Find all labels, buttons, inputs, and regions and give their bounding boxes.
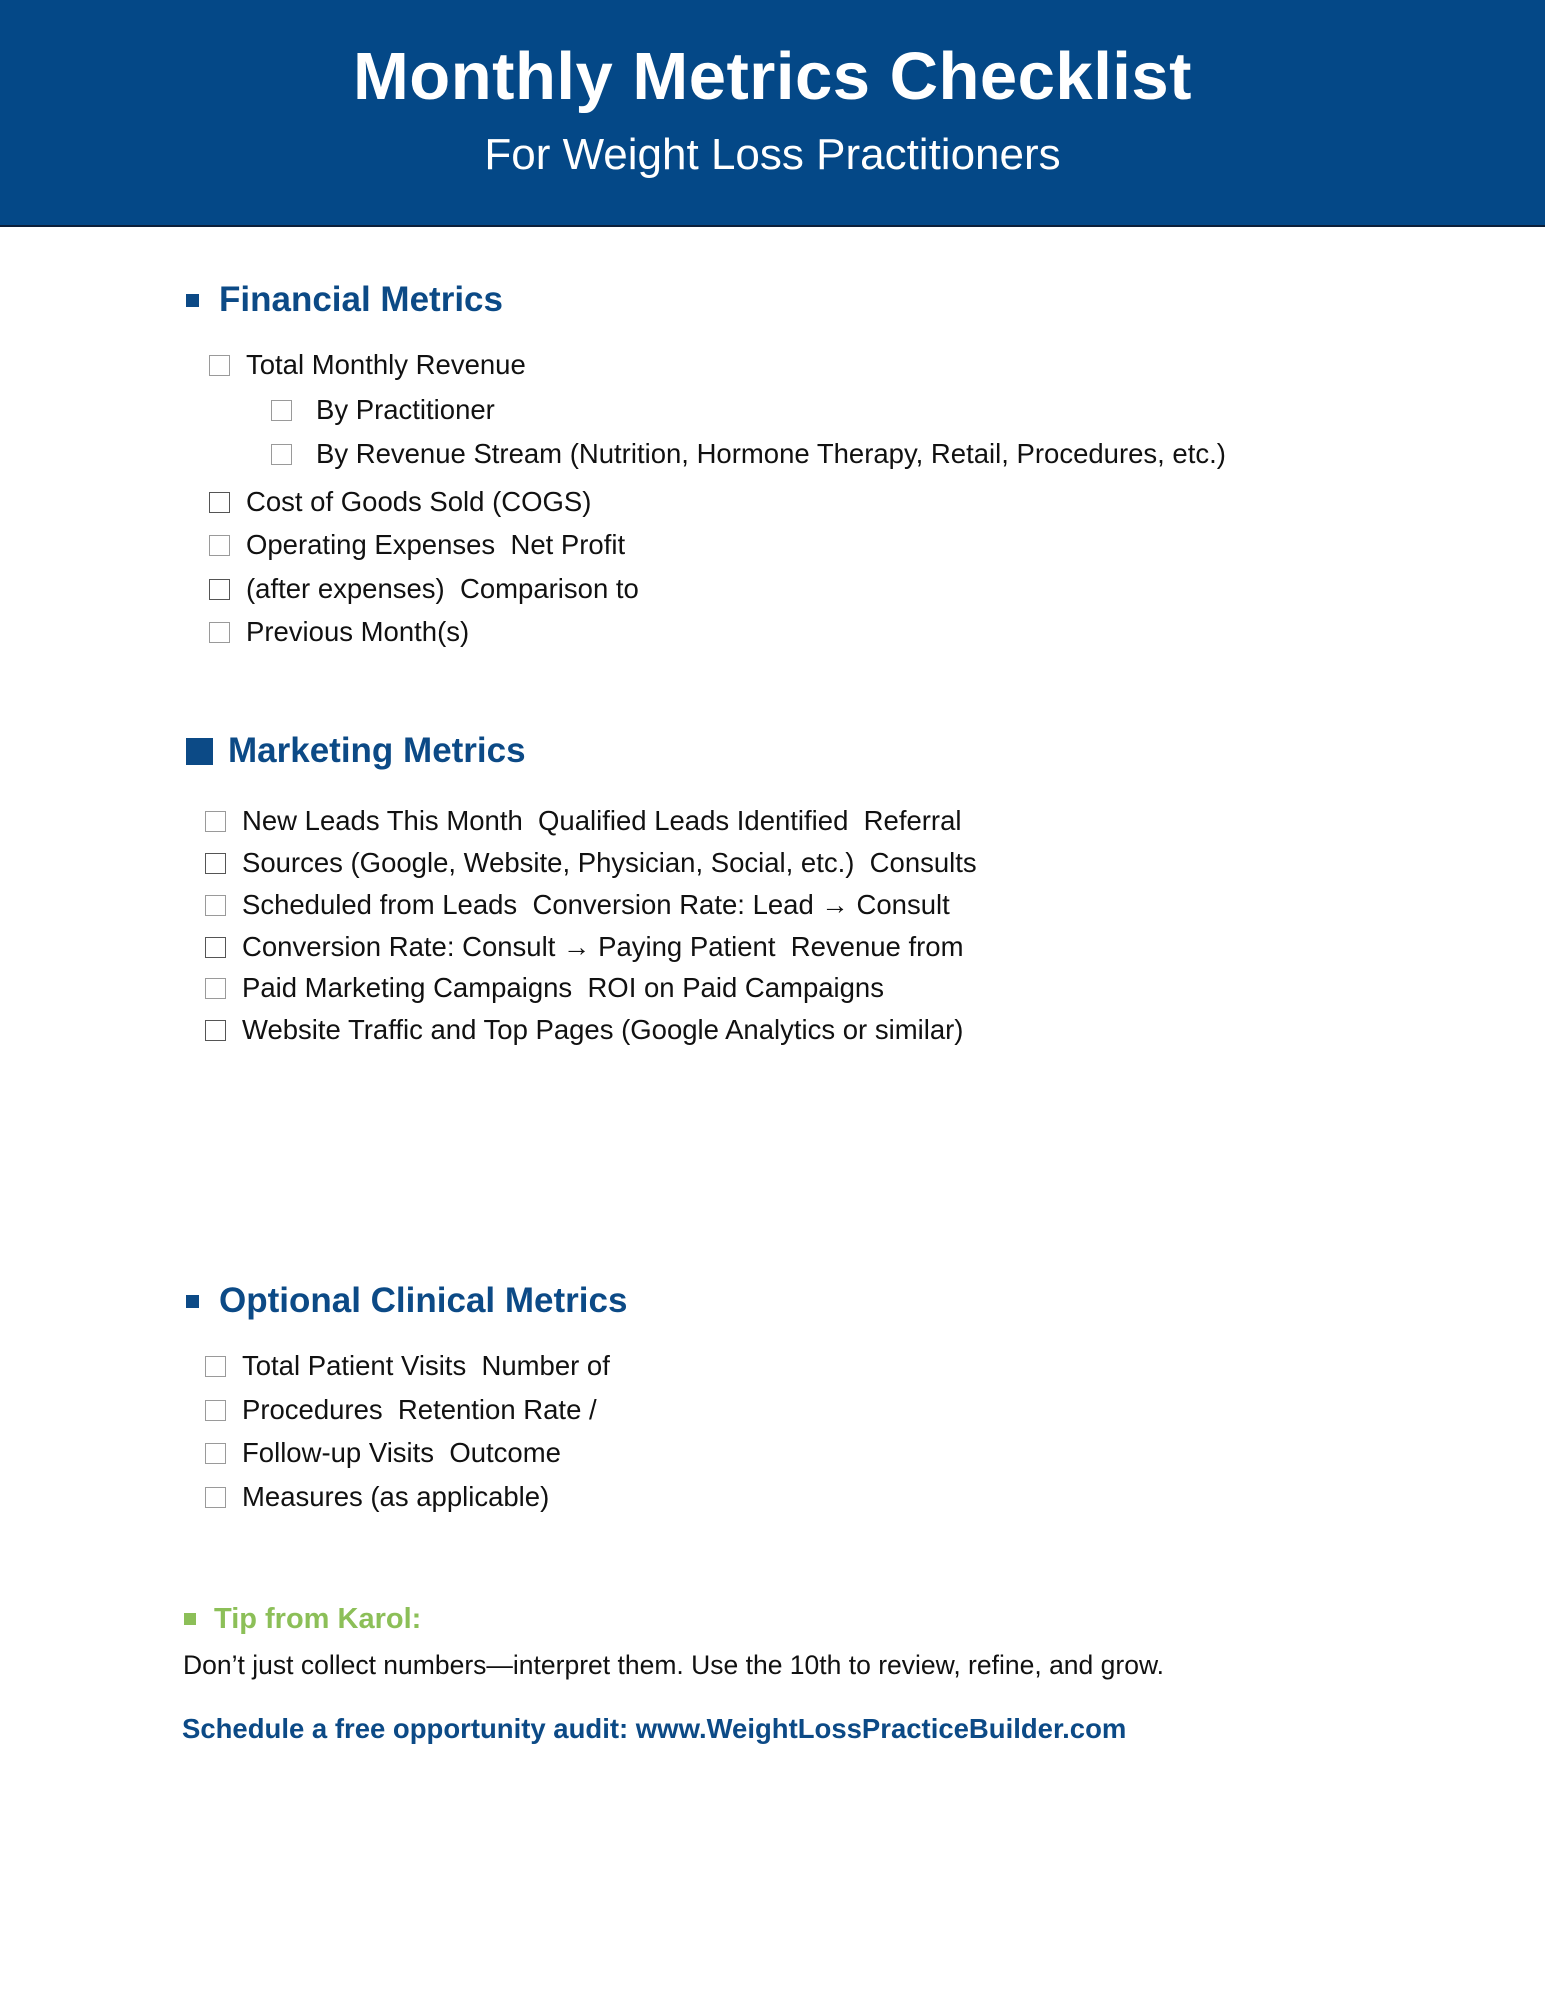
- checklist-item[interactable]: [209, 485, 591, 519]
- checklist-item[interactable]: [205, 1349, 610, 1383]
- page-title: Monthly Metrics Checklist: [352, 39, 1192, 114]
- checklist-item[interactable]: [205, 1436, 561, 1470]
- item-label: Scheduled from Leads Conversion Rate: Lead → Consult: [242, 889, 950, 920]
- checkbox[interactable]: [209, 535, 230, 556]
- item-label: Total Monthly Revenue: [246, 349, 526, 380]
- checklist-item[interactable]: [205, 1393, 597, 1427]
- header-banner: [0, 0, 1545, 227]
- checklist-item[interactable]: [209, 572, 639, 606]
- clinical-heading-text: Optional Clinical Metrics: [219, 1281, 628, 1320]
- item-label: Measures (as applicable): [242, 1481, 550, 1512]
- checkbox[interactable]: [205, 1487, 226, 1508]
- item-label: Sources (Google, Website, Physician, Social, etc.) Consults: [242, 847, 977, 878]
- checklist-item[interactable]: [205, 1013, 963, 1047]
- checkbox[interactable]: [205, 1400, 226, 1421]
- item-label: Follow-up Visits Outcome: [242, 1437, 561, 1468]
- checkbox[interactable]: [205, 853, 226, 874]
- marketing-heading-text: Marketing Metrics: [228, 731, 526, 770]
- square-bullet-icon: [186, 738, 213, 765]
- checkbox[interactable]: [271, 444, 292, 465]
- checkbox[interactable]: [209, 355, 230, 376]
- checklist-item[interactable]: [205, 1480, 549, 1514]
- tip-heading: [184, 1601, 421, 1637]
- checklist-item[interactable]: [205, 971, 884, 1005]
- financial-heading-text: Financial Metrics: [219, 280, 503, 319]
- checklist-item[interactable]: [209, 615, 469, 649]
- square-bullet-icon: [184, 1613, 196, 1625]
- checkbox[interactable]: [205, 1443, 226, 1464]
- clinical-section-heading: [186, 1279, 627, 1323]
- item-label: Cost of Goods Sold (COGS): [246, 486, 592, 517]
- checkbox[interactable]: [205, 978, 226, 999]
- marketing-section-heading: [186, 729, 526, 773]
- checkbox[interactable]: [209, 579, 230, 600]
- checkbox[interactable]: [205, 937, 226, 958]
- item-label: By Revenue Stream (Nutrition, Hormone Therapy, Retail, Procedures, etc.): [316, 438, 1226, 469]
- audit-cta-link[interactable]: Schedule a free opportunity audit: www.WeightLossPracticeBuilder.com: [182, 1713, 1127, 1744]
- item-label: Previous Month(s): [246, 616, 470, 647]
- item-label: Total Patient Visits Number of: [242, 1350, 610, 1381]
- checklist-item[interactable]: [205, 930, 963, 964]
- checklist-item[interactable]: [209, 528, 625, 562]
- checklist-item[interactable]: [209, 348, 526, 382]
- checklist-item[interactable]: [205, 846, 977, 880]
- checkbox[interactable]: [209, 622, 230, 643]
- financial-section-heading: [186, 278, 503, 322]
- checkbox[interactable]: [205, 811, 226, 832]
- item-label: By Practitioner: [316, 394, 495, 425]
- checklist-item[interactable]: [271, 393, 495, 427]
- item-label: Website Traffic and Top Pages (Google Analytics or similar): [242, 1014, 964, 1045]
- item-label: Operating Expenses Net Profit: [246, 529, 626, 560]
- checklist-item[interactable]: [205, 804, 961, 838]
- checkbox[interactable]: [205, 895, 226, 916]
- tip-heading-text: Tip from Karol:: [214, 1603, 422, 1635]
- tip-text: Don’t just collect numbers—interpret them. Use the 10th to review, refine, and grow.: [183, 1650, 1164, 1680]
- square-bullet-icon: [186, 294, 199, 307]
- item-label: Procedures Retention Rate /: [242, 1394, 597, 1425]
- page-subtitle: For Weight Loss Practitioners: [484, 130, 1061, 179]
- item-label: New Leads This Month Qualified Leads Identified Referral: [242, 805, 962, 836]
- checklist-item[interactable]: [271, 437, 1226, 471]
- checkbox[interactable]: [205, 1356, 226, 1377]
- checkbox[interactable]: [205, 1020, 226, 1041]
- item-label: (after expenses) Comparison to: [246, 573, 639, 604]
- item-label: Conversion Rate: Consult → Paying Patient Revenue from: [242, 931, 964, 962]
- checkbox[interactable]: [271, 400, 292, 421]
- item-label: Paid Marketing Campaigns ROI on Paid Campaigns: [242, 972, 884, 1003]
- checkbox[interactable]: [209, 492, 230, 513]
- square-bullet-icon: [186, 1295, 199, 1308]
- checklist-item[interactable]: [205, 888, 950, 922]
